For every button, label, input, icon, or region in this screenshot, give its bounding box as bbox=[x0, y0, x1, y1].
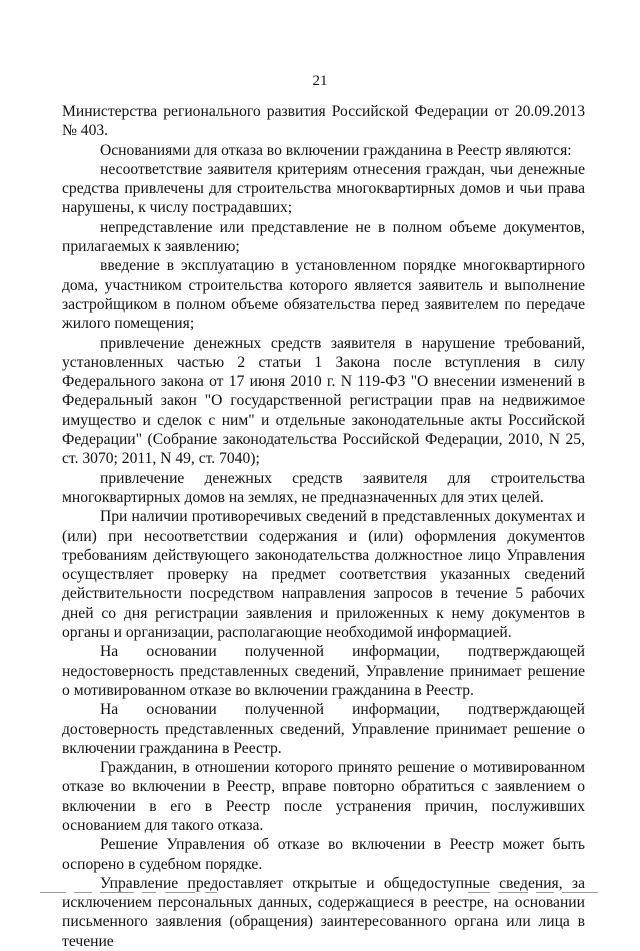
paragraph-information-provision: Управление предоставляет открытые и общедоступные сведения, за исключением персональных данных, содержащиеся в реестре, на основании письменного заявления (обращения) заинтересованного органа или лица в течение bbox=[62, 874, 585, 950]
paragraph-reapplication: Гражданин, в отношении которого принято решение о мотивированном отказе во включении в Реестр, вправе повторно обратиться с заявлением о включении в его в Реестр после устранения причин, послуживших основанием для такого отказа. bbox=[62, 759, 585, 834]
paragraph-ground-land-use: привлечение денежных средств заявителя для строительства многоквартирных домов на землях, не предназначенных для этих целей. bbox=[62, 469, 585, 506]
paragraph-appeal: Решение Управления об отказе во включении в Реестр может быть оспорено в судебном порядке. bbox=[62, 836, 585, 873]
paragraph-refusal-decision: На основании полученной информации, подтверждающей недостоверность представленных сведений, Управление принимает решение о мотивированном отказе во включении гражданина в Реестр. bbox=[62, 643, 585, 699]
paragraph-refusal-grounds-intro: Основаниями для отказа во включении гражданина в Реестр являются: bbox=[100, 141, 572, 159]
paragraph-inclusion-decision: На основании полученной информации, подтверждающей достоверность представленных сведений, Управление принимает решение о включении гражданина в Реестр. bbox=[62, 701, 585, 757]
paragraph-continuation: Министерства регионального развития Российской Федерации от 20.09.2013 № 403. bbox=[62, 103, 585, 140]
page-number: 21 bbox=[312, 73, 328, 89]
paragraph-ground-documents: непредставление или представление не в полном объеме документов, прилагаемых к заявлению; bbox=[62, 218, 585, 256]
paragraph-ground-law-violation: привлечение денежных средств заявителя в нарушение требований, установленных частью 2 статьи 1 Закона после вступления в силу Федерального закона от 17 июня 2010 г. N 119-ФЗ "О внесении изменений в Федеральный закон "О государственной регистрации прав на недвижимое имущество и сделок с ним" и отдельные законодательные акты Российской Федерации" (Собрание законодательства Российской Федерации, 2010, N 25, ст. 3070; 2011, N 49, ст. 7040); bbox=[62, 334, 585, 468]
document-body bbox=[62, 102, 585, 951]
page-edge-marks bbox=[0, 889, 640, 897]
paragraph-ground-commissioning: введение в эксплуатацию в установленном порядке многоквартирного дома, участником строительства которого является заявитель и выполнение застройщиком в полном объеме обязательства перед заявителем по передаче жилого помещения; bbox=[62, 257, 585, 333]
paragraph-verification: При наличии противоречивых сведений в представленных документах и (или) при несоответствии содержания и (или) оформления документов требованиям действующего законодательства должностное лицо Управления осуществляет проверку на предмет соответствия указанных сведений действительности посредством направления запросов в течение 5 рабочих дней со дня регистрации заявления и приложенных к нему документов в органы и организации, располагающие необходимой информацией. bbox=[62, 508, 585, 642]
paragraph-ground-criteria: несоответствие заявителя критериям отнесения граждан, чьи денежные средства привлечены для строительства многоквартирных домов и чьи права нарушены, к числу пострадавших; bbox=[62, 160, 585, 217]
